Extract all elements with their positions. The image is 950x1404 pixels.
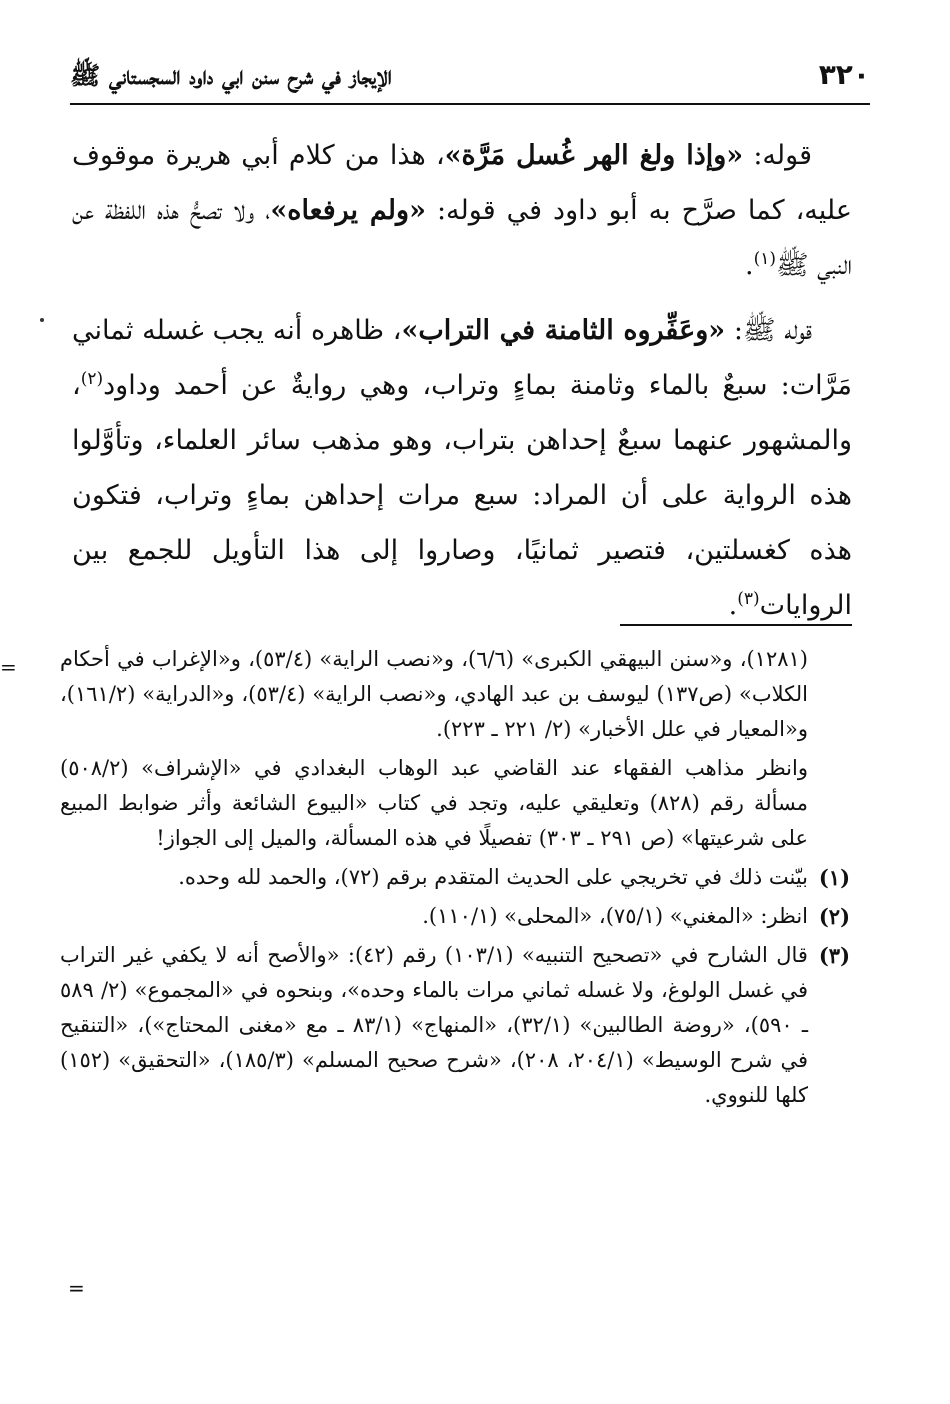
paragraph-2: [72, 303, 852, 633]
footnotes: [0, 642, 850, 1115]
page-header: [70, 56, 870, 100]
footnote-text: بيّنت ذلك في تخريجي على الحديث المتقدم برقم (٧٢)، والحمد لله وحده.: [178, 865, 808, 889]
p1-quote-1: «وإذا ولغ الهر غُسل مَرَّة»: [444, 140, 744, 171]
footnote-number: (٣): [818, 943, 850, 968]
continuation-text-2: وانظر مذاهب الفقهاء عند القاضي عبد الوهاب البغدادي في «الإشراف» (٥٠٨/٢) مسألة رقم (٨٢٨) وتعليقي عليه، وتجد في كتاب «البيوع الشائعة وأثر ضوابط المبيع على شرعيتها» (ص ٢٩١ ـ ٣٠٣) تفصيلًا في هذه المسألة، والميل إلى الجواز!: [60, 756, 808, 850]
footnote-ref-2[interactable]: (٢): [80, 369, 104, 389]
p2-text-c: ، ظاهره أنه يجب غسله ثماني مَرَّات: سبعٌ بالماء وثامنة بماءٍ وتراب، وهي روايةٌ عن أحمد وداود: [72, 315, 852, 401]
footnote-number: (١): [818, 865, 850, 890]
footnote-ref-1[interactable]: (١): [753, 249, 776, 269]
footnote-ref-3[interactable]: (٣): [737, 589, 760, 609]
scan-speck: [40, 318, 44, 322]
page-end-mark: =: [68, 1276, 85, 1300]
paragraph-1: [72, 128, 852, 293]
footnote-3: [60, 938, 850, 1113]
main-text: [72, 128, 852, 643]
footnote-text: قال الشارح في «تصحيح التنبيه» (١٠٣/١) رقم (٤٢): «والأصح أنه لا يكفي غير التراب في غسل الولوغ، ولا غسله ثماني مرات بالماء وحده»، وبنحوه في «المجموع» (٢/ ٥٨٩ ـ ٥٩٠)، «روضة الطالبين» (٣٢/١)، «المنهاج» (٨٣/١ ـ مع «مغنى المحتاج»)، «التنقيح في شرح الوسيط» (٢٠٤/١، ٢٠٨)، «شرح صحيح المسلم» (١٨٥/٣)، «التحقيق» (١٥٢) كلها للنووي.: [60, 943, 809, 1107]
p1-quote-2: «ولم يرفعاه»: [270, 195, 426, 226]
footnote-continuation: [0, 642, 850, 856]
p1-end: .: [744, 250, 754, 281]
footnote-number: (٢): [818, 904, 850, 929]
footnote-text: انظر: «المغني» (٧٥/١)، «المحلى» (١١٠/١).: [422, 904, 808, 928]
p1-text-a: قوله:: [743, 140, 812, 171]
footnote-1: [60, 860, 850, 895]
continuation-mark: =: [0, 655, 17, 679]
continuation-text: (١٢٨١)، و«سنن البيهقي الكبرى» (٦/٦)، و«نصب الراية» (٥٣/٤)، و«الإغراب في أحكام الكلاب» (ص١٣٧) ليوسف بن عبد الهادي، و«نصب الراية» (٥٣/٤)، و«الدراية» (١٦١/٢)، و«المعيار في علل الأخبار» (٢/ ٢٢١ ـ ٢٢٣).: [60, 647, 809, 741]
footnote-separator: [620, 624, 852, 626]
p2-text-a: قوله ﷺ:: [725, 315, 812, 346]
header-rule: [70, 103, 870, 105]
p2-end: .: [728, 590, 738, 621]
footnote-2: [60, 899, 850, 934]
running-title: الإيجاز في شرح سنن ابي داود السجستاني ﷺ: [70, 61, 392, 90]
p1-text-d: ، ولا تصحُّ هذه اللفظة عن النبي ﷺ: [72, 195, 852, 281]
p1-text-c: ، هذا من كلام أبي هريرة موقوف عليه، كما صرَّح به أبو داود في قوله:: [72, 140, 852, 226]
p2-quote-1: «وعَفِّروه الثامنة في التراب»: [401, 315, 726, 346]
page-number: ٣٢٠: [818, 58, 870, 91]
p2-text-d: ، والمشهور عنهما سبعٌ إحداهن بتراب، وهو مذهب سائر العلماء، وتأوَّلوا هذه الرواية على أن المراد: سبع مرات إحداهن بماءٍ وتراب، فتكون هذه كغسلتين، فتصير ثمانيًا، وصاروا إلى هذا التأويل للجمع بين الروايات: [72, 370, 852, 621]
